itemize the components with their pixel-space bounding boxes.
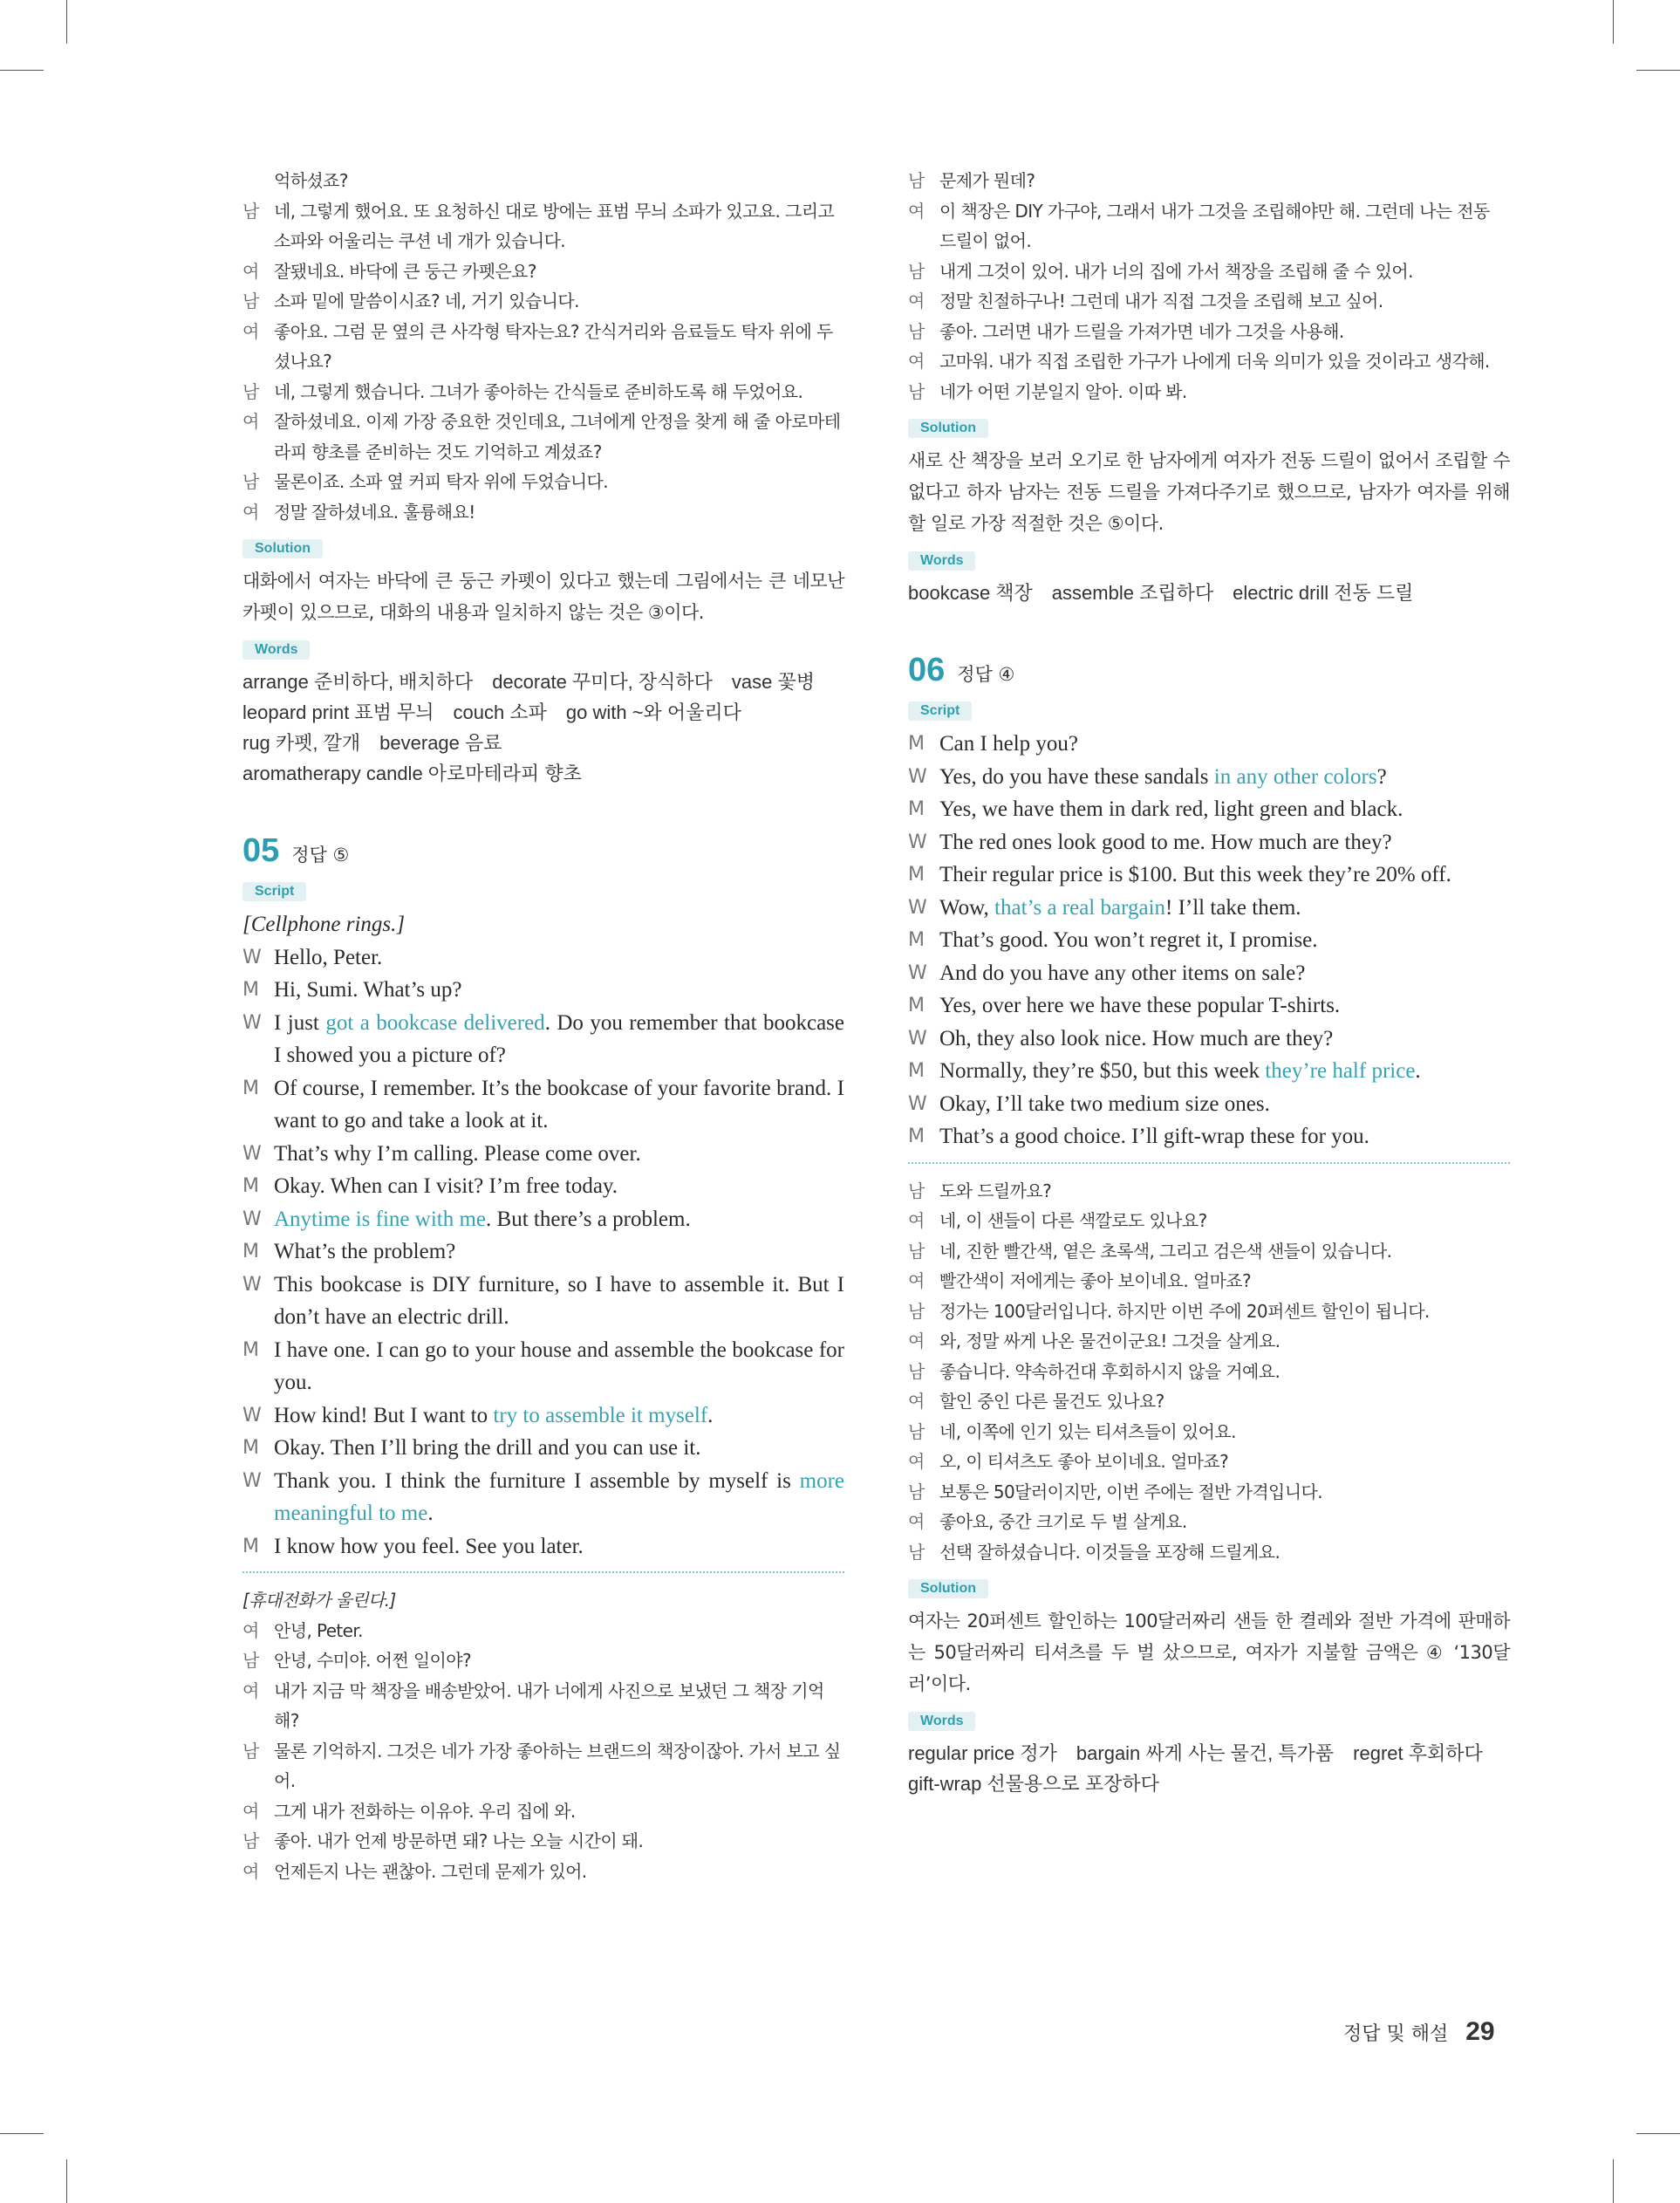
question-header-06: [908, 652, 1510, 689]
korean-line: [242, 317, 844, 377]
script-line: [908, 1055, 1510, 1088]
korean-line: [908, 377, 1510, 407]
vocabulary-item: regret 후회하다: [1353, 1742, 1483, 1764]
highlighted-phrase: Anytime is fine with me: [274, 1207, 487, 1231]
speaker-label: W: [908, 765, 927, 788]
korean-line: [908, 1537, 1510, 1568]
korean-line: [908, 1386, 1510, 1417]
script-line: [242, 1203, 844, 1236]
korean-line: [908, 1266, 1510, 1296]
left-column: [242, 166, 844, 1886]
script-line: [908, 924, 1510, 957]
speaker-label: M: [908, 929, 925, 951]
speaker-label: 남: [908, 260, 925, 282]
script-line: [908, 892, 1510, 925]
line-text: .: [707, 1403, 714, 1427]
line-text: 좋습니다. 약속하건대 후회하시지 않을 거예요.: [939, 1360, 1280, 1382]
script-line: [908, 1120, 1510, 1153]
line-text: 물론이죠. 소파 옆 커피 탁자 위에 두었습니다.: [274, 471, 609, 492]
speaker-label: 남: [242, 200, 259, 222]
english-script: [908, 728, 1510, 1153]
page-number: 29: [1465, 2017, 1495, 2046]
speaker-label: 남: [908, 1300, 925, 1322]
script-label: Script: [242, 882, 306, 901]
speaker-label: 남: [242, 291, 259, 311]
crop-mark: [66, 2159, 67, 2203]
crop-mark: [1636, 70, 1680, 71]
script-line: [908, 1023, 1510, 1056]
vocabulary-item: bargain 싸게 사는 물건, 특가품: [1076, 1742, 1335, 1764]
answer-label: 정답 ⑤: [291, 845, 350, 865]
line-text: 네, 이쪽에 인기 있는 티셔츠들이 있어요.: [939, 1420, 1236, 1442]
korean-line: [908, 317, 1510, 347]
line-text: Yes, over here we have these popular T-shirts.: [939, 994, 1341, 1017]
speaker-label: M: [242, 979, 259, 1001]
speaker-label: 여: [908, 1210, 925, 1231]
line-text: That’s why I’m calling. Please come over.: [274, 1141, 641, 1166]
speaker-label: 남: [242, 1740, 259, 1762]
line-text: 오, 이 티셔츠도 좋아 보이네요. 얼마죠?: [939, 1451, 1229, 1472]
speaker-label: 여: [908, 351, 925, 372]
script-line: [908, 826, 1510, 859]
script-label: Script: [908, 701, 972, 721]
speaker-label: 여: [908, 1511, 925, 1532]
korean-translation-continued: [908, 166, 1510, 407]
korean-line: [908, 1236, 1510, 1267]
speaker-label: 남: [242, 380, 259, 402]
speaker-label: W: [242, 1142, 262, 1165]
vocabulary-item: couch 소파: [453, 701, 547, 723]
line-text: What’s the problem?: [274, 1240, 456, 1263]
speaker-label: W: [242, 1469, 262, 1492]
korean-translation: [908, 1176, 1510, 1568]
line-text: . Do you remember that bookcase I showed you a picture of?: [274, 1010, 844, 1067]
line-text: 네가 어떤 기분일지 알아. 이따 봐.: [939, 380, 1187, 402]
korean-line: [908, 257, 1510, 287]
vocabulary-item: assemble 조립하다: [1051, 582, 1214, 604]
vocabulary-row: [908, 578, 1510, 608]
crop-mark: [1613, 2159, 1614, 2203]
korean-line: [908, 1417, 1510, 1447]
vocabulary-item: rug 카펫, 깔개: [242, 732, 361, 754]
dotted-divider: [908, 1162, 1510, 1164]
speaker-label: 여: [908, 1270, 925, 1291]
script-line: [242, 1530, 844, 1563]
solution-text: 새로 산 책장을 보러 오기로 한 남자에게 여자가 전동 드릴이 없어서 조립할 수 없다고 하자 남자는 전동 드릴을 가져다주기로 했으므로, 남자가 여자를 위해 할 일로 가장 적절한 것은 ⑤이다.: [908, 450, 1510, 534]
line-text: Wow,: [939, 895, 995, 920]
line-text: Okay. When can I visit? I’m free today.: [274, 1174, 618, 1198]
line-text: The red ones look good to me. How much are they?: [939, 830, 1392, 854]
speaker-label: W: [908, 1092, 927, 1115]
speaker-label: W: [908, 961, 927, 984]
korean-line: [908, 1296, 1510, 1327]
line-text: 잘됐네요. 바닥에 큰 둥근 카펫은요?: [274, 260, 536, 282]
line-text: 선택 잘하셨습니다. 이것들을 포장해 드릴게요.: [939, 1541, 1280, 1563]
korean-line: [242, 1736, 844, 1796]
korean-line: [242, 1796, 844, 1827]
line-text: 네, 진한 빨간색, 옅은 초록색, 그리고 검은색 샌들이 있습니다.: [939, 1240, 1392, 1262]
line-text: .: [1415, 1059, 1421, 1083]
vocabulary-item: electric drill 전동 드릴: [1233, 582, 1414, 604]
speaker-label: 여: [242, 411, 259, 432]
crop-mark: [0, 70, 44, 71]
stage-direction: [Cellphone rings.]: [242, 913, 406, 936]
line-text: 네, 그렇게 했어요. 또 요청하신 대로 방에는 표범 무늬 소파가 있고요. 그리고 소파와 어울리는 쿠션 네 개가 있습니다.: [274, 200, 835, 251]
line-text: Yes, we have them in dark red, light green and black.: [939, 797, 1403, 821]
vocabulary-row: [242, 758, 844, 789]
speaker-label: W: [242, 946, 262, 968]
line-text: 좋아요. 그럼 문 옆의 큰 사각형 탁자는요? 간식거리와 음료들도 탁자 위에 두셨나요?: [274, 320, 833, 372]
line-text: I know how you feel. See you later.: [274, 1534, 584, 1558]
line-text: 보통은 50달러이지만, 이번 주에는 절반 가격입니다.: [939, 1481, 1322, 1502]
script-line: [242, 1138, 844, 1171]
speaker-label: M: [908, 733, 925, 755]
words-label: Words: [908, 551, 975, 571]
line-text: Yes, do you have these sandals: [939, 764, 1214, 789]
line-text: ?: [1376, 764, 1387, 789]
speaker-label: 여: [908, 200, 925, 222]
korean-line: [908, 196, 1510, 257]
speaker-label: W: [242, 1208, 262, 1230]
line-text: 안녕, 수미야. 어쩐 일이야?: [274, 1650, 472, 1671]
speaker-label: 남: [908, 1420, 925, 1442]
korean-line: [908, 1507, 1510, 1537]
crop-mark: [1613, 0, 1614, 44]
line-text: 안녕, Peter.: [274, 1619, 363, 1641]
korean-line: [242, 1645, 844, 1676]
speaker-label: 여: [242, 260, 259, 282]
highlighted-phrase: that’s a real bargain: [994, 895, 1166, 920]
line-text: 좋아. 내가 언제 방문하면 돼? 나는 오늘 시간이 돼.: [274, 1830, 644, 1851]
line-text: 와, 정말 싸게 나온 물건이군요! 그것을 살게요.: [939, 1331, 1280, 1351]
korean-line: [242, 1857, 844, 1887]
script-line: [242, 1399, 844, 1433]
speaker-label: M: [242, 1175, 259, 1197]
words-label: Words: [908, 1712, 975, 1731]
line-text: .: [427, 1502, 434, 1525]
answer-label: 정답 ④: [957, 664, 1015, 685]
line-text: Normally, they’re $50, but this week: [939, 1059, 1266, 1083]
script-line: [242, 1334, 844, 1399]
script-line: [242, 1269, 844, 1334]
line-text: 고마워. 내가 직접 조립한 가구가 나에게 더욱 의미가 있을 것이라고 생각해.: [939, 351, 1490, 372]
korean-line: [908, 166, 1510, 196]
line-text: Of course, I remember. It’s the bookcase of your favorite brand. I want to go and take a look at it.: [274, 1076, 844, 1132]
speaker-label: 여: [908, 1451, 925, 1472]
script-line: [908, 1088, 1510, 1121]
line-text: 할인 중인 다른 물건도 있나요?: [939, 1391, 1164, 1412]
vocabulary-row: [242, 697, 844, 728]
speaker-label: M: [908, 1125, 925, 1147]
speaker-label: 남: [908, 1180, 925, 1201]
korean-line: [242, 196, 844, 257]
script-line: [242, 1432, 844, 1465]
script-line: [908, 761, 1510, 794]
solution-label: Solution: [908, 419, 988, 438]
highlighted-phrase: in any other colors: [1213, 764, 1377, 789]
speaker-label: M: [242, 1241, 259, 1262]
line-text: That’s good. You won’t regret it, I promise.: [939, 928, 1318, 952]
speaker-label: 남: [908, 1481, 925, 1502]
line-text: Oh, they also look nice. How much are they?: [939, 1026, 1334, 1050]
korean-line: [242, 497, 844, 528]
line-text: 좋아. 그러면 내가 드릴을 가져가면 네가 그것을 사용해.: [939, 320, 1344, 342]
vocabulary-item: aromatherapy candle 아로마테라피 향초: [242, 763, 582, 784]
korean-line: [242, 377, 844, 407]
speaker-label: 여: [908, 1331, 925, 1351]
vocabulary-list: [242, 667, 844, 789]
script-line: [242, 974, 844, 1007]
speaker-label: 남: [908, 1541, 925, 1563]
solution-label: Solution: [908, 1579, 988, 1598]
vocabulary-item: vase 꽃병: [731, 671, 815, 693]
korean-line: [908, 1477, 1510, 1508]
speaker-label: 남: [908, 1240, 925, 1262]
vocabulary-list: [908, 1738, 1510, 1799]
vocabulary-item: arrange 준비하다, 배치하다: [242, 671, 474, 693]
speaker-label: 남: [908, 170, 925, 191]
vocabulary-item: leopard print 표범 무늬: [242, 701, 434, 723]
speaker-label: 여: [242, 320, 259, 342]
script-line: [908, 957, 1510, 990]
line-text: ! I’ll take them.: [1165, 895, 1301, 920]
script-line: [908, 859, 1510, 892]
korean-line: [242, 1616, 844, 1646]
script-line: [242, 1170, 844, 1203]
korean-line: [242, 407, 844, 467]
korean-stage-direction: [휴대전화가 울린다.]: [242, 1590, 396, 1611]
vocabulary-item: bookcase 책장: [908, 582, 1033, 604]
speaker-label: 여: [242, 501, 259, 523]
line-text: 잘하셨네요. 이제 가장 중요한 것인데요, 그녀에게 안정을 찾게 해 줄 아로마테라피 향초를 준비하는 것도 기억하고 계셨죠?: [274, 411, 841, 462]
korean-translation-continued: [242, 166, 844, 527]
vocabulary-item: regular price 정가: [908, 1742, 1057, 1764]
speaker-label: 여: [242, 1800, 259, 1822]
line-text: Hi, Sumi. What’s up?: [274, 978, 462, 1002]
vocabulary-row: [908, 1769, 1510, 1799]
speaker-label: 남: [242, 471, 259, 492]
line-text: 정말 잘하셨네요. 훌륭해요!: [274, 501, 475, 523]
korean-line: [242, 286, 844, 317]
speaker-label: M: [908, 1060, 925, 1082]
line-text: 소파 밑에 말씀이시죠? 네, 거기 있습니다.: [274, 291, 579, 311]
line-text: And do you have any other items on sale?: [939, 961, 1306, 985]
line-text: 네, 그렇게 했습니다. 그녀가 좋아하는 간식들로 준비하도록 해 두었어요.: [274, 380, 803, 402]
solution-label: Solution: [242, 539, 323, 558]
footer-section-title: 정답 및 해설: [1343, 2023, 1449, 2045]
question-number: 05: [242, 832, 280, 869]
korean-line: [908, 1357, 1510, 1387]
korean-line: [242, 1676, 844, 1736]
script-line: [242, 1465, 844, 1530]
korean-line: [242, 1826, 844, 1857]
script-line: [908, 728, 1510, 761]
line-text: 정가는 100달러입니다. 하지만 이번 주에 20퍼센트 할인이 됩니다.: [939, 1300, 1430, 1322]
korean-line: [908, 1206, 1510, 1236]
korean-line: [908, 286, 1510, 317]
line-text: That’s a good choice. I’ll gift-wrap these for you.: [939, 1125, 1369, 1148]
line-text: I have one. I can go to your house and assemble the bookcase for you.: [274, 1338, 844, 1394]
speaker-label: W: [908, 1027, 927, 1050]
script-line: [242, 1235, 844, 1269]
korean-line: [908, 1447, 1510, 1477]
vocabulary-row: [242, 667, 844, 697]
korean-line: [908, 1326, 1510, 1357]
crop-mark: [0, 2133, 44, 2134]
line-text: 도와 드릴까요?: [939, 1180, 1052, 1201]
line-text: Okay, I’ll take two medium size ones.: [939, 1091, 1270, 1116]
line-text: 억하셨죠?: [274, 170, 348, 191]
korean-line: [908, 1176, 1510, 1207]
line-text: How kind! But I want to: [274, 1403, 494, 1427]
speaker-label: 여: [242, 1860, 259, 1882]
script-line: [908, 989, 1510, 1023]
speaker-label: M: [908, 995, 925, 1016]
speaker-label: 남: [242, 1650, 259, 1671]
speaker-label: M: [242, 1535, 259, 1557]
speaker-label: M: [242, 1338, 259, 1361]
speaker-label: 여: [908, 291, 925, 311]
speaker-label: 여: [242, 1619, 259, 1641]
line-text: 문제가 뭔데?: [939, 170, 1035, 191]
speaker-label: 여: [908, 1391, 925, 1412]
korean-line: [242, 257, 844, 287]
line-text: 정말 친절하구나! 그런데 내가 직접 그것을 조립해 보고 싶어.: [939, 291, 1383, 311]
right-column: [908, 166, 1510, 1799]
korean-translation: [242, 1616, 844, 1887]
line-text: Hello, Peter.: [274, 945, 383, 969]
vocabulary-item: gift-wrap 선물용으로 포장하다: [908, 1773, 1159, 1795]
speaker-label: W: [242, 1404, 262, 1426]
line-text: Can I help you?: [939, 732, 1078, 756]
script-line: [242, 1072, 844, 1138]
speaker-label: 남: [908, 380, 925, 402]
vocabulary-row: [242, 728, 844, 758]
line-text: 빨간색이 저에게는 좋아 보이네요. 얼마죠?: [939, 1270, 1252, 1291]
korean-line: [242, 166, 844, 196]
speaker-label: M: [908, 798, 925, 820]
speaker-label: W: [242, 1011, 262, 1034]
highlighted-phrase: more meaningful to me: [274, 1468, 844, 1525]
vocabulary-list: [908, 578, 1510, 608]
english-script: [242, 941, 844, 1563]
highlighted-phrase: got a bookcase delivered: [325, 1010, 545, 1035]
line-text: Their regular price is $100. But this week they’re 20% off.: [939, 863, 1451, 886]
speaker-label: 여: [242, 1680, 259, 1701]
speaker-label: 남: [908, 320, 925, 342]
vocabulary-item: beverage 음료: [379, 732, 502, 754]
line-text: . But there’s a problem.: [486, 1207, 691, 1231]
script-line: [908, 793, 1510, 826]
line-text: Okay. Then I’ll bring the drill and you can use it.: [274, 1436, 701, 1460]
vocabulary-item: go with ~와 어울리다: [565, 701, 741, 723]
line-text: 내가 지금 막 책장을 배송받았어. 내가 너에게 사진으로 보냈던 그 책장 기억해?: [274, 1680, 824, 1731]
question-number: 06: [908, 652, 946, 688]
line-text: 이 책장은 DIY 가구야, 그래서 내가 그것을 조립해야만 해. 그런데 나는 전동 드릴이 없어.: [939, 200, 1490, 251]
crop-mark: [1636, 2133, 1680, 2134]
highlighted-phrase: try to assemble it myself: [493, 1403, 708, 1427]
page-footer: [1343, 2017, 1495, 2047]
speaker-label: 남: [908, 1360, 925, 1382]
solution-text: 대화에서 여자는 바닥에 큰 둥근 카펫이 있다고 했는데 그림에서는 큰 네모난 카펫이 있으므로, 대화의 내용과 일치하지 않는 것은 ③이다.: [242, 571, 844, 623]
highlighted-phrase: they’re half price: [1265, 1059, 1416, 1083]
line-text: 내게 그것이 있어. 내가 너의 집에 가서 책장을 조립해 줄 수 있어.: [939, 260, 1413, 282]
script-line: [242, 941, 844, 975]
script-line: [242, 1007, 844, 1072]
line-text: 좋아요, 중간 크기로 두 벌 살게요.: [939, 1511, 1187, 1532]
solution-text: 여자는 20퍼센트 할인하는 100달러짜리 샌들 한 켤레와 절반 가격에 판매하는 50달러짜리 티셔츠를 두 벌 샀으므로, 여자가 지불할 금액은 ④ ‘130달러’이다.: [908, 1611, 1510, 1694]
speaker-label: W: [908, 896, 927, 919]
line-text: This bookcase is DIY furniture, so I have to assemble it. But I don’t have an electric drill.: [274, 1272, 844, 1329]
words-label: Words: [242, 640, 310, 660]
line-text: 네, 이 샌들이 다른 색깔로도 있나요?: [939, 1210, 1207, 1231]
speaker-label: M: [242, 1437, 259, 1459]
speaker-label: 남: [242, 1830, 259, 1851]
line-text: 그게 내가 전화하는 이유야. 우리 집에 와.: [274, 1800, 576, 1822]
speaker-label: M: [242, 1077, 259, 1099]
crop-mark: [66, 0, 67, 44]
vocabulary-item: decorate 꾸미다, 장식하다: [492, 671, 713, 693]
line-text: 물론 기억하지. 그것은 네가 가장 좋아하는 브랜드의 책장이잖아. 가서 보고 싶어.: [274, 1740, 841, 1791]
speaker-label: M: [908, 864, 925, 886]
dotted-divider: [242, 1571, 844, 1573]
question-header-05: [242, 832, 844, 870]
korean-line: [908, 346, 1510, 377]
vocabulary-row: [908, 1738, 1510, 1769]
speaker-label: W: [908, 831, 927, 853]
line-text: I just: [274, 1010, 326, 1035]
line-text: Thank you. I think the furniture I assemble by myself is: [274, 1468, 800, 1493]
speaker-label: W: [242, 1273, 262, 1296]
line-text: 언제든지 나는 괜찮아. 그런데 문제가 있어.: [274, 1860, 587, 1882]
korean-line: [242, 467, 844, 497]
